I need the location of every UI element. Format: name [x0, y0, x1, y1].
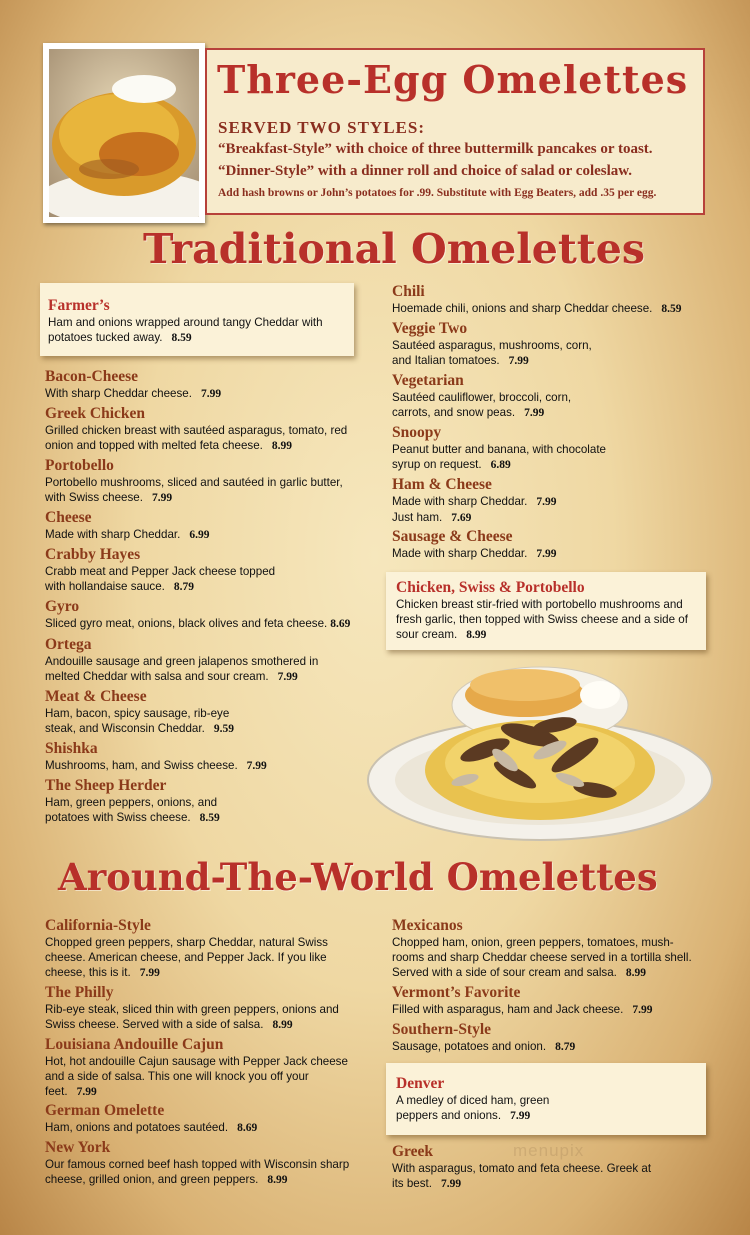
item-name: Gyro	[45, 598, 80, 615]
item-desc: Crabb meat and Pepper Jack cheese topped with hollandaise sauce. 8.79	[45, 565, 276, 593]
item-desc: Peanut butter and banana, with chocolate syrup on request. 6.89	[392, 443, 606, 471]
item-price: 8.59	[199, 812, 220, 824]
item-desc: Chopped ham, onion, green peppers, tomatoes, mush-rooms and sharp Cheddar cheese served in a tortilla shell. Served with a side of sour cream and salsa. 8.99	[392, 936, 692, 979]
menu-item-greek-chicken	[45, 405, 365, 454]
item-name: Crabby Hayes	[45, 546, 141, 563]
dinner-style-line: “Dinner-Style” with a dinner roll and choice of salad or coleslaw.	[218, 163, 633, 179]
item-desc: Sliced gyro meat, onions, black olives and feta cheese. 8.69	[45, 617, 351, 630]
item-desc: Hot, hot andouille Cajun sausage with Pepper Jack cheese and a side of salsa. This one will knock you off your feet. 7.99	[45, 1055, 348, 1098]
menu-item-chili	[392, 283, 722, 317]
menu-item-sausage-cheese	[392, 528, 692, 562]
item-name: Denver	[396, 1075, 445, 1092]
menu-item-california-style	[45, 917, 355, 981]
item-price: 7.99	[632, 1004, 653, 1016]
item-name: Vermont’s Favorite	[392, 984, 521, 1001]
item-name: Greek	[392, 1143, 434, 1160]
item-name: Sausage & Cheese	[392, 528, 513, 545]
menu-item-bacon-cheese	[45, 368, 365, 402]
item-name: Louisiana Andouille Cajun	[45, 1036, 224, 1053]
item-price: 6.99	[189, 529, 210, 541]
menu-item-snoopy	[392, 424, 607, 473]
menu-item-new-york	[45, 1139, 355, 1188]
menu-item-chicken-swiss-portobello	[396, 579, 701, 643]
menu-item-southern-style	[392, 1021, 712, 1055]
menu-item-sheep-herder	[45, 777, 245, 826]
item-desc: Ham and onions wrapped around tangy Cheddar with potatoes tucked away. 8.59	[48, 316, 323, 344]
menu-item-mexicanos	[392, 917, 702, 981]
item-price: 7.69	[451, 512, 472, 524]
item-name: Southern-Style	[392, 1021, 492, 1038]
menu-item-veggie-two	[392, 320, 607, 369]
item-price: 8.99	[625, 967, 647, 979]
item-name: Portobello	[45, 457, 114, 474]
menu-item-ortega	[45, 636, 350, 685]
item-price: 7.99	[508, 355, 529, 367]
item-price: 7.99	[139, 967, 160, 979]
item-price: 7.99	[440, 1178, 462, 1190]
menu-item-denver	[396, 1075, 586, 1124]
item-price: 8.59	[661, 303, 682, 315]
menu-item-portobello	[45, 457, 345, 506]
item-desc: Andouille sausage and green jalapenos smothered in melted Cheddar with salsa and sour cream. 7.99	[45, 655, 319, 683]
item-price: 8.99	[272, 1019, 293, 1031]
item-name: Mexicanos	[392, 917, 463, 934]
item-price: 7.99	[76, 1086, 97, 1098]
item-price: 7.99	[536, 496, 557, 508]
menu-item-ham-cheese	[392, 476, 692, 526]
item-name: The Sheep Herder	[45, 777, 167, 794]
item-desc: Ham, bacon, spicy sausage, rib-eye steak, and Wisconsin Cheddar. 9.59	[45, 707, 234, 735]
item-name: Cheese	[45, 509, 92, 526]
item-desc: With sharp Cheddar cheese. 7.99	[45, 387, 222, 400]
omelette-photo	[43, 43, 205, 223]
item-name: German Omelette	[45, 1102, 165, 1119]
item-desc: Made with sharp Cheddar. 7.99	[392, 495, 557, 508]
item-price: 6.89	[490, 459, 511, 471]
item-price: 8.69	[330, 618, 351, 630]
item-name: Vegetarian	[392, 372, 464, 389]
menu-item-vermonts-favorite	[392, 984, 712, 1018]
item-desc: With asparagus, tomato and feta cheese. Greek at its best. 7.99	[392, 1162, 652, 1190]
menu-item-greek	[392, 1143, 652, 1192]
item-desc-extra: Just ham. 7.69	[392, 511, 472, 524]
item-name: The Philly	[45, 984, 114, 1001]
item-price: 7.99	[524, 407, 545, 419]
omelette-mushroom-photo	[365, 655, 715, 850]
item-name: Greek Chicken	[45, 405, 146, 422]
menu-item-shishka	[45, 740, 365, 774]
item-price: 9.59	[213, 723, 234, 735]
item-price: 8.99	[466, 629, 487, 641]
item-desc: Hoemade chili, onions and sharp Cheddar cheese. 8.59	[392, 302, 682, 315]
menu-item-crabby-hayes	[45, 546, 285, 595]
item-desc: Mushrooms, ham, and Swiss cheese. 7.99	[45, 759, 267, 772]
item-price: 8.99	[267, 1174, 288, 1186]
menu-item-the-philly	[45, 984, 365, 1033]
item-desc: Sautéed cauliflower, broccoli, corn, carrots, and snow peas. 7.99	[392, 391, 572, 419]
menupix-watermark: menupix	[513, 1141, 585, 1160]
menu-item-louisiana-cajun	[45, 1036, 355, 1100]
item-name: Ham & Cheese	[392, 476, 492, 493]
menu-item-vegetarian	[392, 372, 607, 421]
item-price: 8.59	[171, 332, 192, 344]
item-desc: Made with sharp Cheddar. 7.99	[392, 547, 557, 560]
item-name: Shishka	[45, 740, 98, 757]
served-two-styles: SERVED TWO STYLES:	[218, 118, 425, 137]
item-desc: Grilled chicken breast with sautéed asparagus, tomato, red onion and topped with melted feta cheese. 8.99	[45, 424, 348, 452]
menu-item-cheese	[45, 509, 365, 543]
item-name: Veggie Two	[392, 320, 468, 337]
item-name: Snoopy	[392, 424, 442, 441]
item-name: New York	[45, 1139, 111, 1156]
item-desc: Ham, onions and potatoes sautéed. 8.69	[45, 1121, 258, 1134]
item-price: 8.79	[173, 581, 195, 593]
item-desc: Chicken breast stir-fried with portobello mushrooms and fresh garlic, then topped with Swiss cheese and a side of sour cream. 8.99	[396, 598, 688, 641]
item-name: Bacon-Cheese	[45, 368, 138, 385]
item-name: California-Style	[45, 917, 151, 934]
item-price: 8.69	[237, 1122, 258, 1134]
chicken-swiss-box	[386, 572, 706, 650]
item-desc: Sautéed asparagus, mushrooms, corn, and Italian tomatoes. 7.99	[392, 339, 592, 367]
item-price: 7.99	[151, 492, 173, 504]
item-name: Meat & Cheese	[45, 688, 147, 705]
item-price: 7.99	[200, 388, 222, 400]
menu-item-german-omelette	[45, 1102, 365, 1136]
traditional-title: Traditional Omelettes	[143, 225, 645, 273]
item-name: Chili	[392, 283, 425, 300]
item-desc: Filled with asparagus, ham and Jack cheese. 7.99	[392, 1003, 653, 1016]
add-ons-line: Add hash browns or John’s potatoes for .99. Substitute with Egg Beaters, add .35 per egg.	[218, 187, 657, 199]
world-title: Around-The-World Omelettes	[58, 855, 658, 899]
menu-item-gyro	[45, 598, 375, 632]
denver-box	[386, 1063, 706, 1135]
item-desc: Rib-eye steak, sliced thin with green peppers, onions and Swiss cheese. Served with a side of salsa. 8.99	[45, 1003, 339, 1031]
menu-item-meat-cheese	[45, 688, 260, 737]
farmers-box	[40, 283, 354, 356]
item-name: Chicken, Swiss & Portobello	[396, 579, 585, 596]
item-price: 7.99	[277, 671, 298, 683]
item-desc: Our famous corned beef hash topped with Wisconsin sharp cheese, grilled onion, and green peppers. 8.99	[45, 1158, 350, 1186]
item-desc: Ham, green peppers, onions, and potatoes with Swiss cheese. 8.59	[45, 796, 220, 824]
item-price: 7.99	[246, 760, 267, 772]
item-price: 8.99	[271, 440, 292, 452]
item-desc: Portobello mushrooms, sliced and sautéed in garlic butter, with Swiss cheese. 7.99	[45, 476, 343, 504]
item-desc: Chopped green peppers, sharp Cheddar, natural Swiss cheese. American cheese, and Pepper Jack. If you like cheese, this is it. 7.99	[45, 936, 328, 979]
item-price: 8.79	[555, 1041, 576, 1053]
item-name: Farmer’s	[48, 297, 110, 314]
breakfast-style-line: “Breakfast-Style” with choice of three buttermilk pancakes or toast.	[218, 141, 653, 157]
menu-item-farmers	[48, 297, 338, 346]
item-desc: A medley of diced ham, green peppers and onions. 7.99	[396, 1094, 550, 1122]
item-price: 7.99	[536, 548, 557, 560]
item-name: Ortega	[45, 636, 92, 653]
item-desc: Sausage, potatoes and onion. 8.79	[392, 1040, 576, 1053]
header-title: Three-Egg Omelettes	[217, 57, 689, 102]
item-desc: Made with sharp Cheddar. 6.99	[45, 528, 210, 541]
item-price: 7.99	[510, 1110, 531, 1122]
